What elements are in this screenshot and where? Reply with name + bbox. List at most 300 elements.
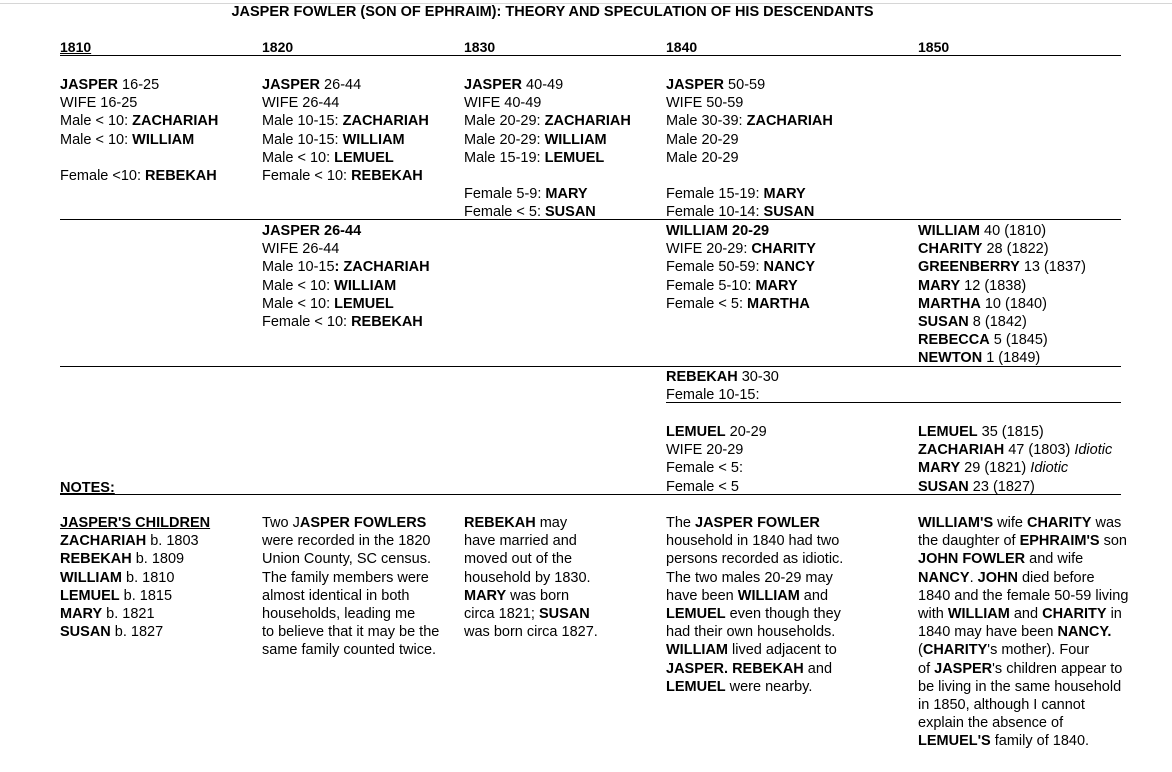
text-line (918, 222, 1086, 240)
text-run: GREENBERRY (918, 259, 1020, 276)
text-run: Male 15-19: (464, 149, 545, 166)
text-run: REBEKAH (60, 551, 132, 568)
text-run: Idiotic (1030, 460, 1069, 477)
text-run: JASPER (934, 660, 993, 677)
text-line (60, 131, 218, 149)
text-line (262, 94, 429, 112)
text-run: same family counted twice. (262, 642, 437, 659)
text-line (262, 514, 439, 532)
text-run: NEWTON (918, 350, 983, 367)
text-line (262, 641, 439, 659)
text-line (464, 94, 631, 112)
text-line (918, 423, 1112, 441)
text-line (666, 641, 843, 659)
text-run: had their own households. (666, 624, 836, 641)
text-run: WILLIAM (544, 131, 607, 148)
text-run: NANCY (763, 259, 816, 276)
census-1810-jasper-household (60, 76, 218, 185)
text-run: was born (506, 587, 570, 604)
text-line (666, 514, 843, 532)
text-line (918, 641, 1128, 659)
text-line (60, 569, 210, 587)
text-run: ZACHARIAH (544, 113, 631, 130)
text-run: were recorded in the 1820 (262, 533, 431, 550)
text-run: ZACHARIAH (60, 533, 147, 550)
text-run: 5 (1845) (989, 332, 1048, 349)
text-run: JASPER (464, 77, 523, 93)
text-run: Male < 10: (262, 149, 335, 166)
text-run: WIFE 50-59 (666, 95, 744, 112)
text-run: Female 10-14: (666, 204, 764, 221)
text-line (918, 714, 1128, 732)
text-run: b. 1810 (122, 569, 175, 586)
text-run: SUSAN (918, 314, 969, 331)
text-run: CHARITY (1042, 606, 1107, 623)
text-run: JASPER 26-44 (262, 223, 362, 239)
text-run: b. 1809 (131, 551, 185, 568)
text-line (262, 623, 439, 641)
text-run: persons recorded as idiotic. (666, 551, 844, 568)
text-run: 40-49 (522, 77, 564, 93)
year-header-1830: 1830 (464, 39, 496, 55)
text-line (262, 149, 429, 167)
header-rule (60, 55, 1121, 56)
text-run: Female < 5: (464, 204, 545, 221)
text-run: Male < 10: (262, 295, 335, 312)
census-1820-jasper-household (262, 76, 429, 185)
text-run: JASPER. REBEKAH (666, 660, 804, 677)
text-line (918, 678, 1128, 696)
text-line (666, 605, 843, 623)
text-line (666, 149, 833, 167)
text-line (60, 532, 210, 550)
text-line (464, 587, 598, 605)
text-line (262, 295, 430, 313)
text-line (666, 623, 843, 641)
text-run: MARTHA (747, 295, 810, 312)
text-run: SUSAN (545, 204, 596, 221)
text-run: Female < 10: (262, 168, 352, 185)
text-run: lived adjacent to (728, 642, 837, 659)
text-run: b. 1821 (102, 606, 155, 623)
text-run: WILLIAM (60, 569, 123, 586)
text-run: 28 (1822) (982, 241, 1049, 258)
text-run: died before (1017, 569, 1095, 586)
notes-1850 (918, 514, 1128, 751)
text-run: EPHRAIM'S (1019, 533, 1100, 550)
text-run: 1840 may have been (918, 624, 1058, 641)
text-run: JASPER (60, 77, 119, 93)
year-header-1820: 1820 (262, 39, 294, 55)
text-line (262, 277, 430, 295)
text-run: Female 15-19: (666, 186, 764, 203)
notes-1840 (666, 514, 843, 696)
text-line (666, 569, 843, 587)
text-line (262, 550, 439, 568)
text-line (60, 550, 210, 568)
text-line (918, 514, 1128, 532)
text-run: REBEKAH (666, 369, 738, 385)
text-line (464, 550, 598, 568)
text-run: WILLIAM'S (918, 515, 994, 531)
text-line (918, 277, 1086, 295)
text-run: MARY (918, 460, 961, 477)
text-run: JASPER FOWLER (695, 515, 820, 531)
text-line (464, 131, 631, 149)
text-run: CHARITY (751, 241, 816, 258)
text-line (666, 203, 833, 221)
text-run: of (918, 660, 935, 677)
text-line (666, 587, 843, 605)
text-run: Female < 5: (666, 295, 747, 312)
text-line (262, 532, 439, 550)
text-run: even though they (725, 606, 841, 623)
text-run: 50-59 (724, 77, 766, 93)
text-run: 35 (1815) (977, 424, 1044, 440)
text-line (918, 349, 1086, 367)
text-run: WIFE 20-29: (666, 241, 752, 258)
text-run: REBEKAH (464, 515, 536, 531)
text-line (464, 185, 631, 203)
text-run: 47 (1803) (1004, 442, 1075, 459)
census-1840-jasper-household (666, 76, 833, 222)
text-run: WILLIAM (334, 277, 397, 294)
text-run: LEMUEL (666, 678, 726, 695)
text-run: SUSAN (538, 606, 590, 623)
text-run: CHARITY (1026, 515, 1092, 531)
text-line (464, 203, 631, 221)
text-run: SUSAN (60, 624, 111, 641)
text-run: LEMUEL (666, 606, 726, 623)
text-run: Male 20-29: (464, 113, 545, 130)
text-run: MARY (763, 186, 806, 203)
text-line (918, 623, 1128, 641)
text-line (262, 131, 429, 149)
text-run: wife (993, 515, 1027, 531)
text-run: Female <10: (60, 168, 146, 184)
text-line (464, 514, 598, 532)
text-run: son (1099, 533, 1127, 550)
text-line (464, 167, 631, 185)
text-run: LEMUEL'S (918, 733, 991, 750)
notes-label: NOTES: (60, 480, 115, 496)
year-header-1850: 1850 (918, 39, 950, 55)
text-line (918, 660, 1128, 678)
text-line (666, 76, 833, 94)
text-run: households, leading me (262, 606, 416, 623)
census-1830-jasper-household (464, 76, 631, 222)
text-run: LEMUEL (544, 149, 605, 166)
text-line (918, 258, 1086, 276)
text-run: b. 1803 (146, 533, 199, 550)
text-run: Female < 5 (666, 478, 739, 495)
text-run: The (666, 515, 696, 531)
text-run: Male < 10: (262, 277, 335, 294)
text-run: Female < 10: (262, 314, 352, 331)
text-run: have married and (464, 533, 577, 550)
year-header-1810: 1810 (60, 39, 92, 55)
text-run: explain the absence of (918, 715, 1064, 732)
text-run: JASPER'S CHILDREN (60, 515, 211, 531)
text-run: b. 1827 (110, 624, 164, 641)
text-run: 29 (1821) (960, 460, 1031, 477)
census-1850-william-household (918, 222, 1086, 368)
text-line (464, 149, 631, 167)
text-run: moved out of the (464, 551, 573, 568)
text-run: The two males 20-29 may (666, 569, 833, 586)
text-line (262, 167, 429, 185)
text-run: 1840 and the female 50-59 living (918, 587, 1129, 604)
text-run: LEMUEL (60, 587, 120, 604)
text-line (666, 478, 767, 496)
census-1840-lemuel-household (666, 423, 767, 496)
text-run: almost identical in both (262, 587, 410, 604)
text-line (918, 696, 1128, 714)
text-run: JASPER (262, 77, 321, 93)
text-run: SUSAN (763, 204, 815, 221)
text-run: Male < 10: (60, 113, 133, 130)
text-run: LEMUEL (334, 149, 394, 166)
notes-1820 (262, 514, 439, 660)
text-line (918, 331, 1086, 349)
text-run: Union County, SC census. (262, 551, 431, 568)
text-run: b. 1815 (119, 587, 173, 604)
text-run: MARY (60, 606, 103, 623)
text-line (666, 185, 833, 203)
text-run: household by 1830. (464, 569, 591, 586)
text-run: 12 (1838) (960, 277, 1027, 294)
text-line (666, 441, 767, 459)
text-line (60, 112, 218, 130)
text-run: have been (666, 587, 738, 604)
text-line (666, 459, 767, 477)
census-1840-rebekah-household (666, 368, 779, 404)
text-line (262, 313, 430, 331)
text-run: Female 5-10: (666, 277, 756, 294)
text-run: Male 30-39: (666, 113, 747, 130)
text-run: 40 (1810) (980, 223, 1047, 239)
text-run: WIFE 20-29 (666, 442, 744, 459)
text-run: the daughter of (918, 533, 1020, 550)
text-run: 's mother). Four (987, 642, 1090, 659)
text-run: SUSAN (918, 478, 969, 495)
text-run: and wife (1025, 551, 1084, 568)
text-run: ZACHARIAH (342, 113, 429, 130)
text-run: and (803, 660, 833, 677)
text-run: in 1850, although I cannot (918, 697, 1085, 714)
text-line (918, 295, 1086, 313)
text-run: with (918, 606, 948, 623)
text-run: circa 1821; (464, 606, 539, 623)
text-line (60, 76, 218, 94)
text-line (666, 222, 816, 240)
text-run: Female 10-15: (666, 387, 760, 404)
text-run: Idiotic (1074, 442, 1113, 459)
text-run: 's children appear to (992, 660, 1123, 677)
notes-1830 (464, 514, 598, 641)
page-title: JASPER FOWLER (SON OF EPHRAIM): THEORY AND SPECULATION OF HIS DESCENDANTS (231, 4, 874, 20)
text-line (464, 112, 631, 130)
text-run: 13 (1837) (1019, 259, 1086, 276)
text-run: : ZACHARIAH (334, 259, 430, 276)
text-run: ASPER FOWLERS (299, 515, 427, 531)
text-run: LEMUEL (918, 424, 978, 440)
text-line (918, 732, 1128, 750)
text-line (262, 240, 430, 258)
text-run: may (535, 515, 568, 531)
notes-jasper-children (60, 514, 210, 641)
text-line (262, 569, 439, 587)
text-run: ZACHARIAH (132, 113, 219, 130)
census-1840-william-household (666, 222, 816, 313)
text-run: to believe that it may be the (262, 624, 440, 641)
text-run: MARY (918, 277, 961, 294)
text-run: WIFE 26-44 (262, 241, 340, 258)
text-run: Male 20-29 (666, 131, 739, 148)
text-line (666, 112, 833, 130)
text-run: were nearby. (725, 678, 813, 695)
text-run: was born circa 1827. (464, 624, 598, 641)
text-line (918, 478, 1112, 496)
text-run: WILLIAM (737, 587, 800, 604)
text-line (60, 149, 218, 167)
text-run: JASPER (666, 77, 725, 93)
text-run: family of 1840. (990, 733, 1090, 750)
text-line (918, 441, 1112, 459)
text-line (262, 222, 430, 240)
text-run: Male 10-15 (262, 259, 335, 276)
text-line (666, 423, 767, 441)
text-run: MARTHA (918, 295, 981, 312)
text-line (918, 587, 1128, 605)
text-run: LEMUEL (334, 295, 394, 312)
text-run: WIFE 26-44 (262, 95, 340, 112)
text-line (918, 240, 1086, 258)
text-run: WIFE 16-25 (60, 95, 138, 112)
text-run: MARY (545, 186, 588, 203)
text-line (666, 131, 833, 149)
text-line (464, 623, 598, 641)
text-run: CHARITY (922, 642, 988, 659)
text-line (666, 295, 816, 313)
text-line (464, 532, 598, 550)
census-1820-second-jasper-household (262, 222, 430, 331)
text-line (262, 587, 439, 605)
text-line (918, 550, 1128, 568)
text-run: 16-25 (118, 77, 160, 93)
text-line (262, 258, 430, 276)
text-line (918, 532, 1128, 550)
text-run: LEMUEL (666, 424, 726, 440)
text-run: ( (918, 642, 923, 659)
text-run: be living in the same household (918, 678, 1122, 695)
text-run: 1 (1849) (982, 350, 1041, 367)
year-header-1840: 1840 (666, 39, 698, 55)
text-run: Female < 5: (666, 460, 743, 477)
census-1850-lemuel-household (918, 423, 1112, 496)
text-line (464, 569, 598, 587)
text-run: ZACHARIAH (746, 113, 833, 130)
text-run: Male 20-29 (666, 149, 739, 166)
text-run: REBEKAH (145, 168, 217, 184)
text-line (666, 660, 843, 678)
text-line (60, 623, 210, 641)
text-line (918, 605, 1128, 623)
text-run: and (1009, 606, 1043, 623)
text-run: WILLIAM (947, 606, 1010, 623)
text-run: CHARITY (918, 241, 983, 258)
text-line (918, 569, 1128, 587)
text-run: 10 (1840) (980, 295, 1047, 312)
text-run: WIFE 40-49 (464, 95, 542, 112)
text-line (666, 167, 833, 185)
text-line (60, 605, 210, 623)
text-line (262, 76, 429, 94)
text-run: REBECCA (918, 332, 990, 349)
text-run: WILLIAM (342, 131, 405, 148)
text-run: JOHN (977, 569, 1018, 586)
text-run: household in 1840 had two (666, 533, 840, 550)
text-run: WILLIAM (666, 642, 729, 659)
text-run: and (799, 587, 829, 604)
text-line (464, 605, 598, 623)
text-run: Male 10-15: (262, 131, 343, 148)
text-line (60, 167, 218, 185)
text-line (666, 386, 779, 404)
text-run: NANCY (918, 569, 970, 586)
text-run: REBEKAH (351, 314, 423, 331)
text-run: Male < 10: (60, 131, 133, 148)
text-line (666, 258, 816, 276)
text-run: NANCY. (1057, 624, 1112, 641)
text-line (918, 313, 1086, 331)
text-run: Female 50-59: (666, 259, 764, 276)
text-run: . (969, 569, 978, 586)
text-run: Male 10-15: (262, 113, 343, 130)
text-line (666, 240, 816, 258)
text-line (60, 587, 210, 605)
text-run: WILLIAM 20-29 (666, 223, 770, 239)
text-run: 8 (1842) (968, 314, 1027, 331)
text-line (666, 678, 843, 696)
text-run: The family members were (262, 569, 429, 586)
text-run: in (1106, 606, 1122, 623)
text-run: MARY (755, 277, 798, 294)
text-run: 26-44 (320, 77, 362, 93)
text-run: WILLIAM (132, 131, 195, 148)
text-run: was (1091, 515, 1122, 531)
text-run: REBEKAH (351, 168, 423, 185)
text-line (464, 76, 631, 94)
text-run: 23 (1827) (968, 478, 1035, 495)
text-run: Two J (262, 515, 300, 531)
text-run: Female 5-9: (464, 186, 546, 203)
text-line (666, 532, 843, 550)
text-run: MARY (464, 587, 507, 604)
text-line (60, 94, 218, 112)
text-run: WILLIAM (918, 223, 981, 239)
text-line (262, 605, 439, 623)
text-line (666, 368, 779, 386)
text-run: 20-29 (725, 424, 767, 440)
text-run: 30-30 (737, 369, 779, 385)
text-line (60, 514, 210, 532)
text-line (666, 550, 843, 568)
text-line (918, 459, 1112, 477)
text-line (666, 94, 833, 112)
text-line (262, 112, 429, 130)
text-line (666, 277, 816, 295)
